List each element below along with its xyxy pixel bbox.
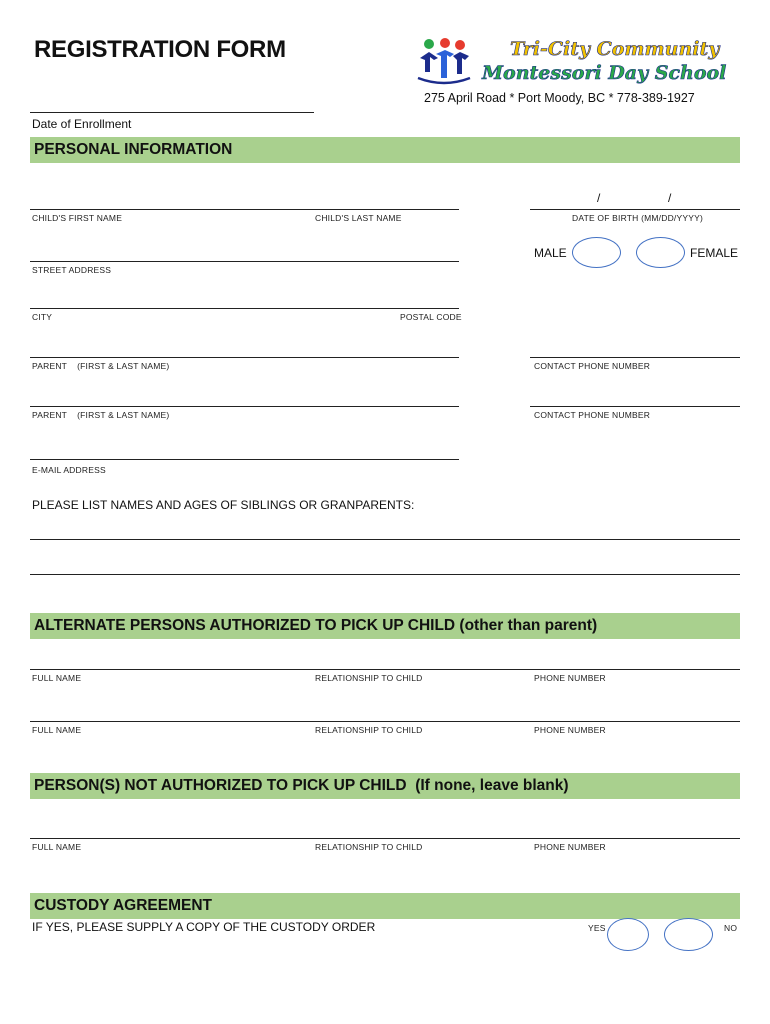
enrollment-date-label: Date of Enrollment xyxy=(32,117,132,131)
dob-label: DATE OF BIRTH (MM/DD/YYYY) xyxy=(572,213,703,223)
city-label: CITY xyxy=(32,312,53,322)
parent2-label: PARENT (FIRST & LAST NAME) xyxy=(32,410,170,420)
enrollment-date-line[interactable] xyxy=(30,112,314,113)
school-address: 275 April Road * Port Moody, BC * 778-389-1927 xyxy=(424,91,695,105)
alternate-row-2-line[interactable] xyxy=(30,721,740,722)
alternate-row-1-line[interactable] xyxy=(30,669,740,670)
street-address-label: STREET ADDRESS xyxy=(32,265,112,275)
parent2-phone-label: CONTACT PHONE NUMBER xyxy=(534,410,651,420)
not-authorized-relationship-label: RELATIONSHIP TO CHILD xyxy=(315,842,423,852)
email-label: E-MAIL ADDRESS xyxy=(32,465,106,475)
dob-separator: / xyxy=(597,191,601,205)
not-authorized-heading: PERSON(S) NOT AUTHORIZED TO PICK UP CHILD (If none, leave blank) xyxy=(34,777,569,794)
female-option[interactable] xyxy=(636,237,685,268)
parent1-line[interactable] xyxy=(30,357,459,358)
email-line[interactable] xyxy=(30,459,459,460)
siblings-line-1[interactable] xyxy=(30,539,740,540)
alternate-persons-band xyxy=(30,613,740,639)
siblings-label: PLEASE LIST NAMES AND AGES OF SIBLINGS OR GRANPARENTS: xyxy=(32,498,415,512)
form-title: REGISTRATION FORM xyxy=(34,36,286,63)
custody-yes-label: YES xyxy=(588,923,606,933)
custody-band xyxy=(30,893,740,919)
custody-heading: CUSTODY AGREEMENT xyxy=(34,897,212,914)
school-logo xyxy=(416,38,727,88)
personal-info-band xyxy=(30,137,740,163)
child-first-name-label: CHILD'S FIRST NAME xyxy=(32,213,123,223)
parent1-label: PARENT (FIRST & LAST NAME) xyxy=(32,361,170,371)
siblings-line-2[interactable] xyxy=(30,574,740,575)
custody-no-option[interactable] xyxy=(664,918,713,951)
alternate-relationship-label: RELATIONSHIP TO CHILD xyxy=(315,673,423,683)
logo-line-1: Tri-City Community xyxy=(510,38,720,60)
not-authorized-band xyxy=(30,773,740,799)
alternate-persons-heading: ALTERNATE PERSONS AUTHORIZED TO PICK UP CHILD (other than parent) xyxy=(34,617,598,634)
alternate-phone-label: PHONE NUMBER xyxy=(534,725,606,735)
dob-line[interactable] xyxy=(530,209,740,210)
custody-note: IF YES, PLEASE SUPPLY A COPY OF THE CUSTODY ORDER xyxy=(32,920,376,934)
child-name-line[interactable] xyxy=(30,209,459,210)
alternate-relationship-label: RELATIONSHIP TO CHILD xyxy=(315,725,423,735)
male-label: MALE xyxy=(534,246,567,260)
children-logo-icon xyxy=(416,38,472,88)
city-line[interactable] xyxy=(30,308,459,309)
parent2-phone-line[interactable] xyxy=(530,406,740,407)
female-label: FEMALE xyxy=(690,246,739,260)
not-authorized-full-name-label: FULL NAME xyxy=(32,842,82,852)
alternate-full-name-label: FULL NAME xyxy=(32,673,82,683)
parent2-line[interactable] xyxy=(30,406,459,407)
not-authorized-line[interactable] xyxy=(30,838,740,839)
personal-info-heading: PERSONAL INFORMATION xyxy=(34,141,233,158)
alternate-phone-label: PHONE NUMBER xyxy=(534,673,606,683)
logo-line-2: Montessori Day School xyxy=(482,62,727,84)
parent1-phone-line[interactable] xyxy=(530,357,740,358)
not-authorized-phone-label: PHONE NUMBER xyxy=(534,842,606,852)
alternate-full-name-label: FULL NAME xyxy=(32,725,82,735)
child-last-name-label: CHILD'S LAST NAME xyxy=(315,213,402,223)
male-option[interactable] xyxy=(572,237,621,268)
dob-separator: / xyxy=(668,191,672,205)
street-line[interactable] xyxy=(30,261,459,262)
postal-code-label: POSTAL CODE xyxy=(400,312,462,322)
custody-yes-option[interactable] xyxy=(607,918,649,951)
parent1-phone-label: CONTACT PHONE NUMBER xyxy=(534,361,651,371)
custody-no-label: NO xyxy=(724,923,738,933)
